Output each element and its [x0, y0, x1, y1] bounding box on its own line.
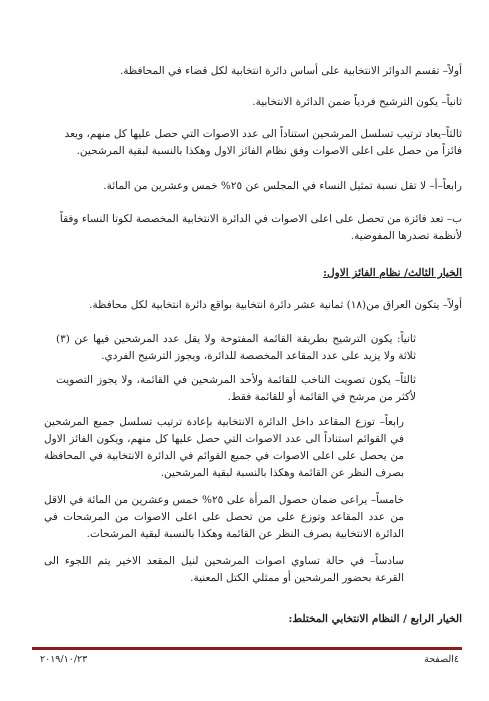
- section-3-item-1: أولاً– يتكون العراق من(١٨) ثمانية عشر دائرة انتخابية بواقع دائرة انتخابية لكل محافظة.: [89, 299, 462, 311]
- footer-date: ٢٠١٩/١٠/٢٣: [40, 654, 88, 665]
- footer-page-number: ٤الصفحة: [424, 654, 459, 665]
- paragraph-1: أولاً– تقسم الدوائر الانتخابية على أساس دائرة انتخابية لكل قضاء في المحافظة.: [119, 65, 462, 77]
- section-3-heading: الخيار الثالث/ نظام الفائز الاول:: [323, 267, 462, 279]
- section-3-item-4: رابعاً– توزع المقاعد داخل الدائرة الانتخابية بإعادة ترتيب تسلسل جميع المرشحين في القوائم استناداً الى عدد الاصوات التي حصل عليها كل منهم، ويكون الفائز الاول من يحصل على اعلى الاصوات في جميع القوائم في الدائرة الانتخابية في المحافظة بصرف النظر عن القائمة وهكذا بالنسبة لبقية المرشحين.: [44, 416, 404, 479]
- paragraph-3: ثالثاً–يعاد ترتيب تسلسل المرشحين استناداً الى عدد الاصوات التي حصل عليها كل منهم، ويعد فائزاً من حصل على اعلى الاصوات وفق نظام الفائز الاول وهكذا بالنسبة لبقية المرشحين.: [64, 128, 462, 157]
- section-3-item-5: خامساً– يراعى ضمان حصول المرأة على ٢٥% خمس وعشرين من المائة في الاقل من عدد المقاعد وتوزع على من تحصل على اعلى الاصوات من المرشحات في الدائرة الانتخابية بصرف النظر عن القائمة وهكذا بالنسبة لبقية المرشحات.: [44, 494, 404, 540]
- paragraph-4: رابعاً–أ– لا تقل نسبة تمثيل النساء في المجلس عن ٢٥% خمس وعشرين من المائة.: [103, 180, 462, 192]
- section-3-item-6: سادساً– في حالة تساوي اصوات المرشحين لنيل المقعد الاخير يتم اللجوء الى القرعة بحضور المرشحين أو ممثلي الكتل المعنية.: [44, 555, 405, 584]
- section-3-item-2: ثانياً: يكون الترشيح بطريقة القائمة المفتوحة ولا يقل عدد المرشحين فيها عن (٣) ثلاثة ولا يزيد على عدد المقاعد المخصصة للدائرة، ويجوز الترشيح الفردي.: [56, 333, 416, 362]
- section-4-heading: الخيار الرابع / النظام الانتخابي المختلط:: [288, 613, 462, 625]
- paragraph-5: ب– تعد فائزة من تحصل على اعلى الاصوات في الدائرة الانتخابية المخصصة لكوتا النساء وفقاً لأنظمة تصدرها المفوضية.: [59, 213, 462, 242]
- section-3-item-3: ثالثاً– يكون تصويت الناخب للقائمة ولأحد المرشحين في القائمة، ولا يجوز التصويت لأكثر من مرشح في القائمة أو للقائمة فقط.: [56, 374, 416, 403]
- paragraph-2: ثانياً– يكون الترشيح فردياً ضمن الدائرة الانتخابية.: [252, 96, 462, 108]
- footer-rule: [32, 647, 462, 650]
